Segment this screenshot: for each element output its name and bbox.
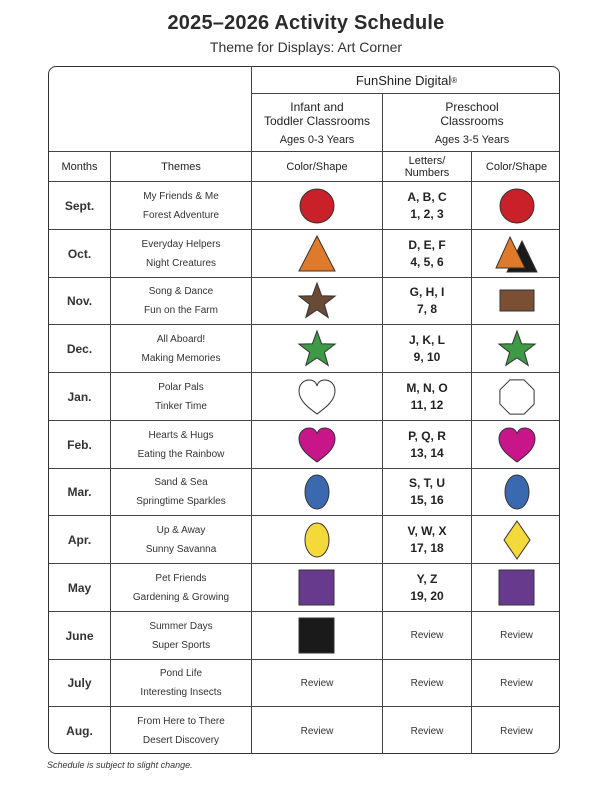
month-label: Nov. [66,294,93,309]
theme-1: Pond Life [159,668,203,680]
theme-2: Super Sports [151,639,211,651]
month-cell [49,278,110,326]
month-cell [49,469,110,517]
brand-name: FunShine Digital [355,72,452,88]
theme-2: Desert Discovery [142,735,220,747]
infant-shape-cell [252,707,382,754]
letters-numbers-cell [383,373,471,421]
infant-shape-cell [252,325,382,373]
themes-cell [111,516,251,564]
page-subtitle: Theme for Displays: Art Corner [209,39,403,55]
theme-1: Polar Pals [158,381,204,393]
theme-2: Gardening & Growing [132,591,230,603]
review-label: Review [500,725,533,737]
theme-1: Everyday Helpers [141,238,221,250]
themes-cell [111,612,251,660]
letters-label: J, K, L [408,333,445,348]
star-shape [295,281,339,321]
letters-label: S, T, U [408,476,445,491]
month-cell [49,660,110,708]
month-cell [49,516,110,564]
month-label: Apr. [67,533,92,548]
preschool-shape-cell [472,373,560,421]
letters-label: D, E, F [408,237,446,252]
month-label: Aug. [66,724,93,739]
infant-group-line1: Infant and [290,99,344,114]
review-label: Review [300,677,334,689]
letters-numbers-cell [383,660,471,708]
square-shape [295,568,339,608]
infant-shape-cell [252,469,382,517]
month-cell [49,612,110,660]
themes-cell [111,230,251,278]
letters-label: Y, Z [416,571,438,586]
infant-shape-cell [252,421,382,469]
themes-cell [111,660,251,708]
preschool-shape-cell [472,516,560,564]
numbers-label: 15, 16 [410,493,444,508]
letters-numbers-cell [383,564,471,612]
month-cell [49,325,110,373]
month-cell [49,707,110,754]
octagon-shape [495,377,539,417]
star-shape [495,329,539,369]
column-header-infant-shape: Color/Shape [286,160,348,173]
themes-cell [111,278,251,326]
letters-label: M, N, O [406,380,448,395]
month-cell [49,373,110,421]
month-label: Sept. [64,198,95,213]
themes-cell [111,564,251,612]
preschool-shape-cell [472,707,560,754]
month-cell [49,421,110,469]
circle-shape [495,186,539,226]
theme-1: Hearts & Hugs [148,429,214,441]
letters-label: V, W, X [407,524,447,539]
month-label: Mar. [67,485,92,500]
review-label: Review [500,677,533,689]
preschool-group-header [383,94,560,151]
theme-1: Summer Days [149,620,213,632]
infant-group-line2: Toddler Classrooms [263,113,371,128]
preschool-shape-cell [472,230,560,278]
letters-header-line1: Letters/ [408,154,446,167]
theme-2: Fun on the Farm [144,305,218,317]
registered-mark: ® [451,75,458,85]
oval-shape [295,520,339,560]
review-label: Review [300,725,334,737]
month-label: Jan. [67,389,92,404]
theme-2: Making Memories [141,353,221,365]
triangle-shape [295,234,339,274]
letters-numbers-cell [383,325,471,373]
circle-shape [295,186,339,226]
oval-shape [495,472,539,512]
infant-shape-cell [252,516,382,564]
page-title: 2025–2026 Activity Schedule [167,12,445,34]
numbers-label: 11, 12 [410,397,444,412]
theme-1: Pet Friends [155,572,207,584]
preschool-shape-cell [472,325,560,373]
theme-1: Up & Away [156,525,206,537]
letters-numbers-cell [383,516,471,564]
numbers-label: 9, 10 [413,350,441,365]
theme-2: Interesting Insects [140,687,222,699]
theme-2: Night Creatures [145,257,217,269]
preschool-shape-cell [472,564,560,612]
infant-shape-cell [252,182,382,230]
letters-numbers-cell [383,230,471,278]
letters-numbers-cell [383,421,471,469]
preschool-shape-cell [472,278,560,326]
review-label: Review [410,725,444,737]
review-label: Review [410,630,444,642]
infant-shape-cell [252,660,382,708]
rectangle-shape [495,281,539,321]
letters-numbers-cell [383,469,471,517]
heart-shape [495,425,539,465]
themes-cell [111,421,251,469]
month-cell [49,564,110,612]
numbers-label: 19, 20 [410,588,444,603]
square-shape [495,568,539,608]
month-label: Feb. [67,437,92,452]
infant-shape-cell [252,373,382,421]
review-label: Review [500,630,533,642]
infant-group-header [252,94,382,151]
letters-label: A, B, C [407,189,447,204]
square-shape [295,616,339,656]
month-cell [49,230,110,278]
schedule-table [48,66,560,754]
oval-shape [295,472,339,512]
theme-1: Song & Dance [148,286,214,298]
infant-shape-cell [252,612,382,660]
theme-2: Forest Adventure [142,209,220,221]
theme-1: All Aboard! [156,334,206,346]
preschool-shape-cell [472,660,560,708]
infant-shape-cell [252,230,382,278]
heart-shape [295,425,339,465]
theme-1: From Here to There [137,716,225,728]
letters-numbers-cell [383,278,471,326]
preschool-shape-cell [472,421,560,469]
themes-cell [111,325,251,373]
footnote: Schedule is subject to slight change. [47,760,193,770]
two-triangles-shape [495,234,539,274]
themes-cell [111,182,251,230]
numbers-label: 17, 18 [410,541,444,556]
month-label: Dec. [66,342,93,357]
theme-2: Eating the Rainbow [137,448,225,460]
numbers-label: 13, 14 [410,445,444,460]
numbers-label: 4, 5, 6 [410,254,444,269]
theme-2: Springtime Sparkles [136,496,226,508]
month-cell [49,182,110,230]
themes-cell [111,469,251,517]
preschool-group-line1: Preschool [445,99,499,114]
preschool-group-ages: Ages 3-5 Years [434,133,510,146]
month-label: June [65,628,94,643]
letters-numbers-cell [383,182,471,230]
month-label: May [67,580,92,595]
infant-shape-cell [252,564,382,612]
brand-header [252,67,560,93]
theme-1: Sand & Sea [154,477,208,489]
letters-header-line2: Numbers [404,166,450,179]
preschool-shape-cell [472,612,560,660]
column-header-letters [383,152,471,181]
preschool-group-line2: Classrooms [440,113,504,128]
month-label: July [67,676,92,691]
numbers-label: 7, 8 [416,302,437,317]
infant-shape-cell [252,278,382,326]
letters-numbers-cell [383,707,471,754]
themes-cell [111,707,251,754]
preschool-shape-cell [472,469,560,517]
column-header-themes: Themes [161,160,201,173]
column-header-months: Months [61,160,98,173]
theme-2: Tinker Time [155,400,207,412]
theme-1: My Friends & Me [143,190,219,202]
preschool-shape-cell [472,182,560,230]
column-header-preschool-shape: Color/Shape [485,160,548,173]
star-shape [295,329,339,369]
themes-cell [111,373,251,421]
theme-2: Sunny Savanna [145,544,217,556]
letters-numbers-cell [383,612,471,660]
numbers-label: 1, 2, 3 [410,206,444,221]
month-label: Oct. [67,246,92,261]
infant-group-ages: Ages 0-3 Years [279,133,355,146]
review-label: Review [410,677,444,689]
letters-label: P, Q, R [408,428,446,443]
diamond-shape [495,520,539,560]
heart-shape [295,377,339,417]
letters-label: G, H, I [409,285,445,300]
